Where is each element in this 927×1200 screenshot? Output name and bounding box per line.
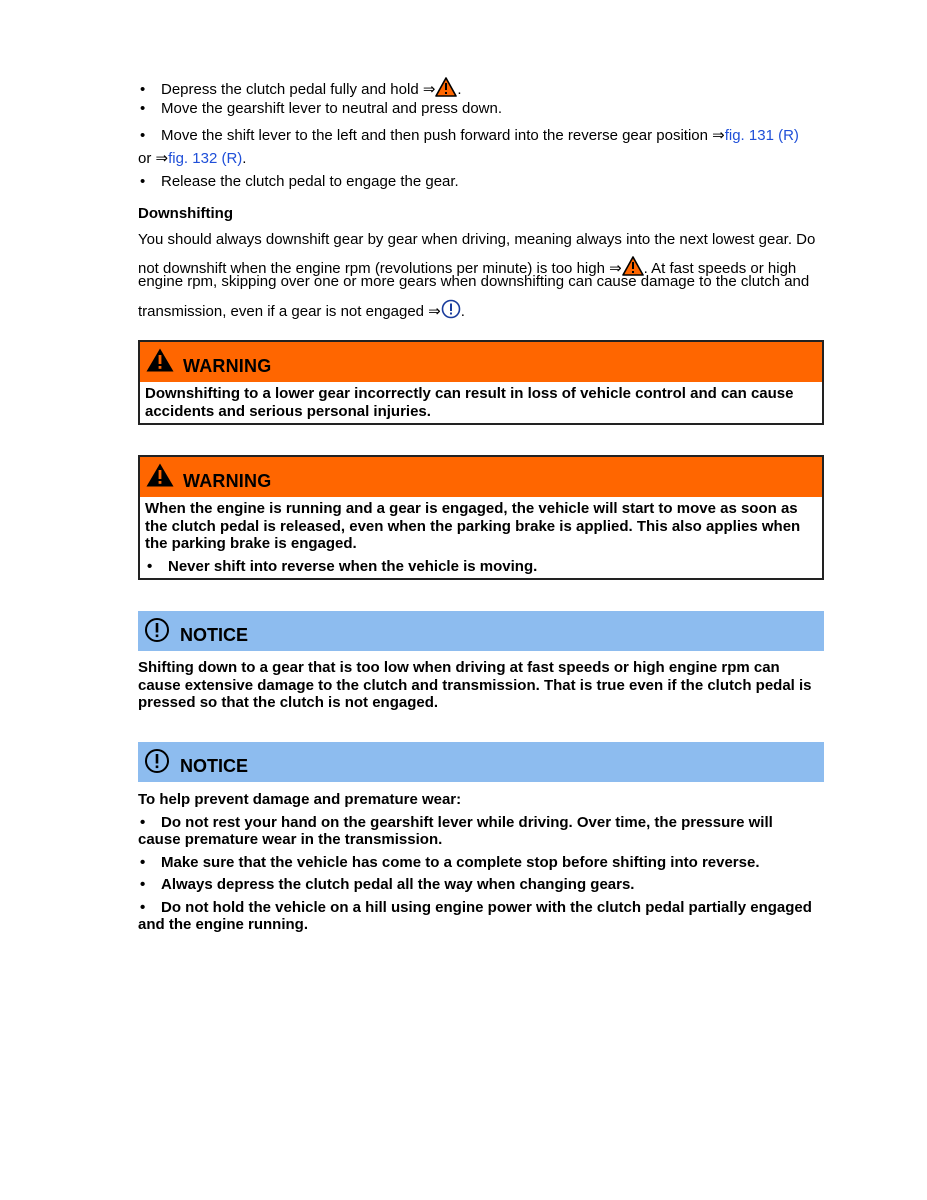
warning-triangle-icon [435, 77, 457, 102]
notice-header [138, 742, 824, 782]
notice-text: Shifting down to a gear that is too low when driving at fast speeds or high engine rpm can cause extensive damage to the clutch and transmission. That is true even if the clutch pedal is pressed so that the clutch is not engaged. [138, 659, 812, 711]
list-item: • Always depress the clutch pedal all the way when changing gears. [140, 876, 635, 893]
notice-text: To help prevent damage and premature wear: • Do not rest your hand on the gearshift lever while driving. Over time, the pressure will cause premature wear in the transmission. • Make sure that the vehicle has come to a complete stop before shifting into reverse. • Always depress the clutch pedal all the way when changing gears. • Do not hold the vehicle on a hill using engine power with the clutch pedal partially engaged and the engine running. [138, 782, 824, 934]
fig-132-link[interactable]: fig. 132 (R) [168, 150, 243, 167]
warning-header [140, 342, 822, 382]
list-item: • Depress the clutch pedal fully and hold ⇒ . [138, 77, 462, 102]
notice-exclamation-icon [144, 617, 170, 643]
list-item: • Never shift into reverse when the vehicle is moving. [147, 557, 538, 575]
paragraph-line: engine rpm, skipping over one or more gears when downshifting can cause damage to the clutch and [138, 273, 810, 290]
notice-exclamation-icon [441, 299, 461, 324]
warning-text: Downshifting to a lower gear incorrectly can result in loss of vehicle control and can cause accidents and serious personal injuries. [145, 385, 794, 420]
notice-box [138, 742, 824, 934]
warning-title: WARNING [183, 471, 272, 491]
notice-title: NOTICE [180, 625, 249, 645]
list-item: • Do not rest your hand on the gearshift lever while driving. Over time, the pressure will cause premature wear in the transmission. [138, 813, 773, 848]
list-item: • Move the gearshift lever to neutral and press down. [140, 100, 503, 117]
paragraph-line: not downshift when the engine rpm (revolutions per minute) is too high ⇒ . At fast speeds or high [138, 256, 796, 281]
warning-header [140, 457, 822, 497]
fig-131-link[interactable]: fig. 131 (R) [724, 127, 799, 144]
list-item: • Move the shift lever to the left and then push forward into the reverse gear position ⇒fig. 131 (R) [140, 127, 799, 144]
notice-box [138, 611, 824, 712]
notice-title: NOTICE [180, 756, 249, 776]
paragraph-line: You should always downshift gear by gear when driving, meaning always into the next lowest gear. Do [138, 231, 816, 248]
paragraph-line: transmission, even if a gear is not engaged ⇒ . [138, 299, 465, 324]
notice-header [138, 611, 824, 651]
warning-text: When the engine is running and a gear is engaged, the vehicle will start to move as soon as the clutch pedal is released, even when the parking brake is applied. This also applies when the parking brake is engaged. • Never shift into reverse when the vehicle is moving. [140, 497, 822, 579]
warning-triangle-icon [145, 347, 175, 373]
warning-triangle-icon [145, 462, 175, 488]
warning-box [138, 340, 824, 425]
list-item: • Do not hold the vehicle on a hill using engine power with the clutch pedal partially engaged and the engine running. [138, 898, 812, 933]
warning-box [138, 455, 824, 580]
list-item-continuation: or ⇒fig. 132 (R). [138, 150, 247, 167]
warning-title: WARNING [183, 356, 272, 376]
list-item: • Make sure that the vehicle has come to a complete stop before shifting into reverse. [140, 853, 760, 871]
notice-exclamation-icon [144, 748, 170, 774]
section-heading: Downshifting [138, 205, 233, 222]
list-item: • Release the clutch pedal to engage the gear. [140, 173, 459, 190]
